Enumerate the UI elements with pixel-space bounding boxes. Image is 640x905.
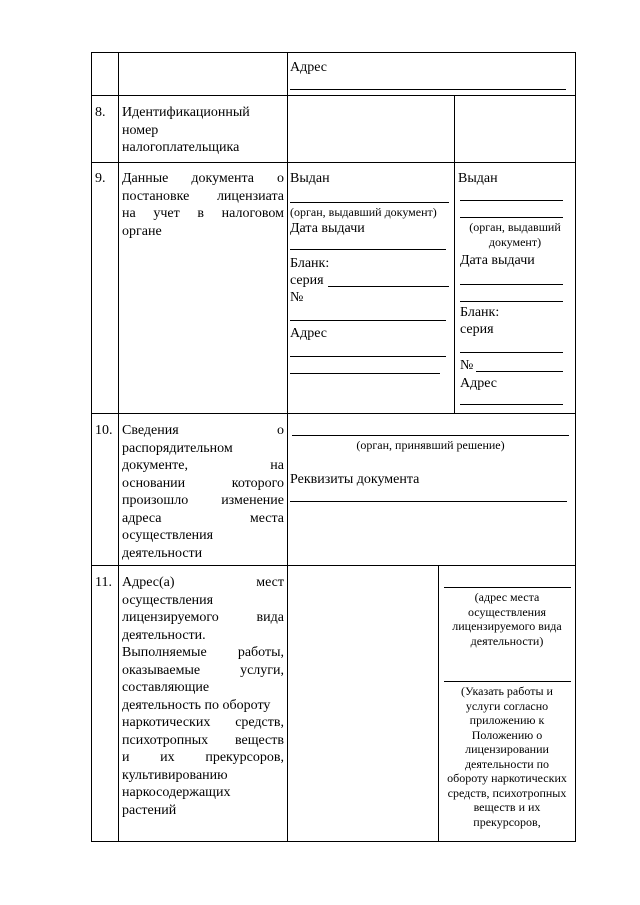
label-line: осуществления — [122, 528, 214, 543]
label-line: Выполняемые работы, — [122, 645, 284, 660]
row10-label — [122, 422, 284, 562]
label-line: деятельности — [122, 545, 203, 561]
issuer-fill-line[interactable] — [460, 217, 563, 218]
address-fill-line[interactable] — [290, 356, 446, 357]
issue-date-fill-line[interactable] — [460, 284, 563, 285]
label-line: произошло изменение — [122, 493, 284, 508]
activity-address-fill-line[interactable] — [444, 587, 571, 588]
activity-address-note: (адрес места осуществления лицензируемого вида деятельности) — [452, 590, 562, 648]
issuer-note: (орган, выдавший документ) — [290, 205, 437, 219]
row-number: 9. — [95, 171, 106, 186]
issue-date-label: Дата выдачи — [460, 253, 535, 268]
series-fill-line[interactable] — [328, 286, 449, 287]
label-line: Данные документа о — [122, 171, 284, 186]
address-label: Адрес — [290, 60, 328, 75]
label-line: лицензируемого вида — [122, 610, 284, 625]
label-line: осуществления — [122, 592, 214, 608]
issuer-note: (орган, выдавший документ) — [469, 220, 561, 249]
works-note: (Указать работы и услуги согласно приложению к Положению о лицензировании деятельности по обороту наркотических средств, психотропных веществ и их прекурсоров, — [447, 684, 567, 829]
requisites-fill-line[interactable] — [290, 501, 567, 502]
address-label: Адрес — [460, 376, 498, 391]
row-divider — [91, 162, 576, 163]
col-divider-row8 — [454, 95, 455, 163]
label-line: основании которого — [122, 475, 284, 491]
label-line: документе, на — [122, 458, 284, 473]
number-fill-line[interactable] — [290, 320, 446, 321]
issuer-fill-line[interactable] — [460, 200, 563, 201]
label-line: и их прекурсоров, — [122, 750, 284, 765]
col-divider-number — [118, 52, 119, 842]
row-number: 11. — [95, 575, 112, 590]
row8-label-line: Идентификационный — [122, 105, 250, 120]
series-label: серия — [290, 273, 324, 288]
works-fill-line[interactable] — [444, 681, 571, 682]
issue-date-fill-line[interactable] — [290, 249, 446, 250]
label-line: составляющие — [122, 680, 210, 695]
address-fill-line[interactable] — [460, 404, 563, 405]
row11-label — [122, 574, 284, 819]
organ-note: (орган, принявший решение) — [356, 438, 505, 452]
table-border-left — [91, 52, 92, 842]
address-fill-line[interactable] — [290, 373, 440, 374]
label-line: деятельность по обороту — [122, 697, 271, 713]
row-number: 10. — [95, 423, 113, 438]
series-fill-line[interactable] — [460, 352, 563, 353]
label-line: наркосодержащих — [122, 785, 231, 800]
row-number: 8. — [95, 105, 106, 120]
label-line: на учет в налоговом — [122, 206, 284, 221]
requisites-label: Реквизиты документа — [290, 472, 420, 487]
label-line: постановке лицензиата — [122, 188, 284, 204]
col-divider-row9 — [454, 162, 455, 414]
table-border-top — [91, 52, 576, 53]
label-line: наркотических средств, — [122, 715, 284, 730]
label-line: растений — [122, 802, 177, 818]
address-fill-line[interactable] — [290, 89, 566, 90]
row8-label-line: налогоплательщика — [122, 140, 240, 155]
label-line: Сведения о — [122, 423, 284, 438]
issue-date-fill-line[interactable] — [460, 301, 563, 302]
issued-label: Выдан — [290, 171, 330, 186]
address-label: Адрес — [290, 326, 328, 341]
row-divider — [91, 95, 576, 96]
label-line: психотропных веществ — [122, 732, 284, 748]
organ-fill-line[interactable] — [292, 435, 569, 436]
table-border-bottom — [91, 841, 576, 842]
col-divider-row11 — [438, 565, 439, 842]
issue-date-label: Дата выдачи — [290, 221, 365, 236]
label-line: деятельности. — [122, 627, 206, 643]
series-label: серия — [460, 322, 494, 337]
label-line: Адрес(а) мест — [122, 575, 284, 590]
form-label: Бланк: — [460, 305, 500, 320]
col-divider-label — [287, 52, 288, 842]
row-divider — [91, 413, 576, 414]
label-line: органе — [122, 223, 162, 239]
number-label: № — [290, 290, 304, 305]
issuer-fill-line[interactable] — [290, 202, 449, 203]
label-line: оказываемые услуги, — [122, 662, 284, 678]
row8-label-line: номер — [122, 122, 159, 138]
label-line: распорядительном — [122, 440, 233, 456]
row-divider — [91, 565, 576, 566]
label-line: культивированию — [122, 767, 228, 783]
form-label: Бланк: — [290, 256, 330, 271]
table-border-right — [575, 52, 576, 842]
row9-label — [122, 170, 284, 240]
label-line: адреса места — [122, 510, 284, 526]
number-label: № — [460, 358, 474, 373]
number-fill-line[interactable] — [476, 371, 563, 372]
issued-label: Выдан — [458, 171, 498, 186]
